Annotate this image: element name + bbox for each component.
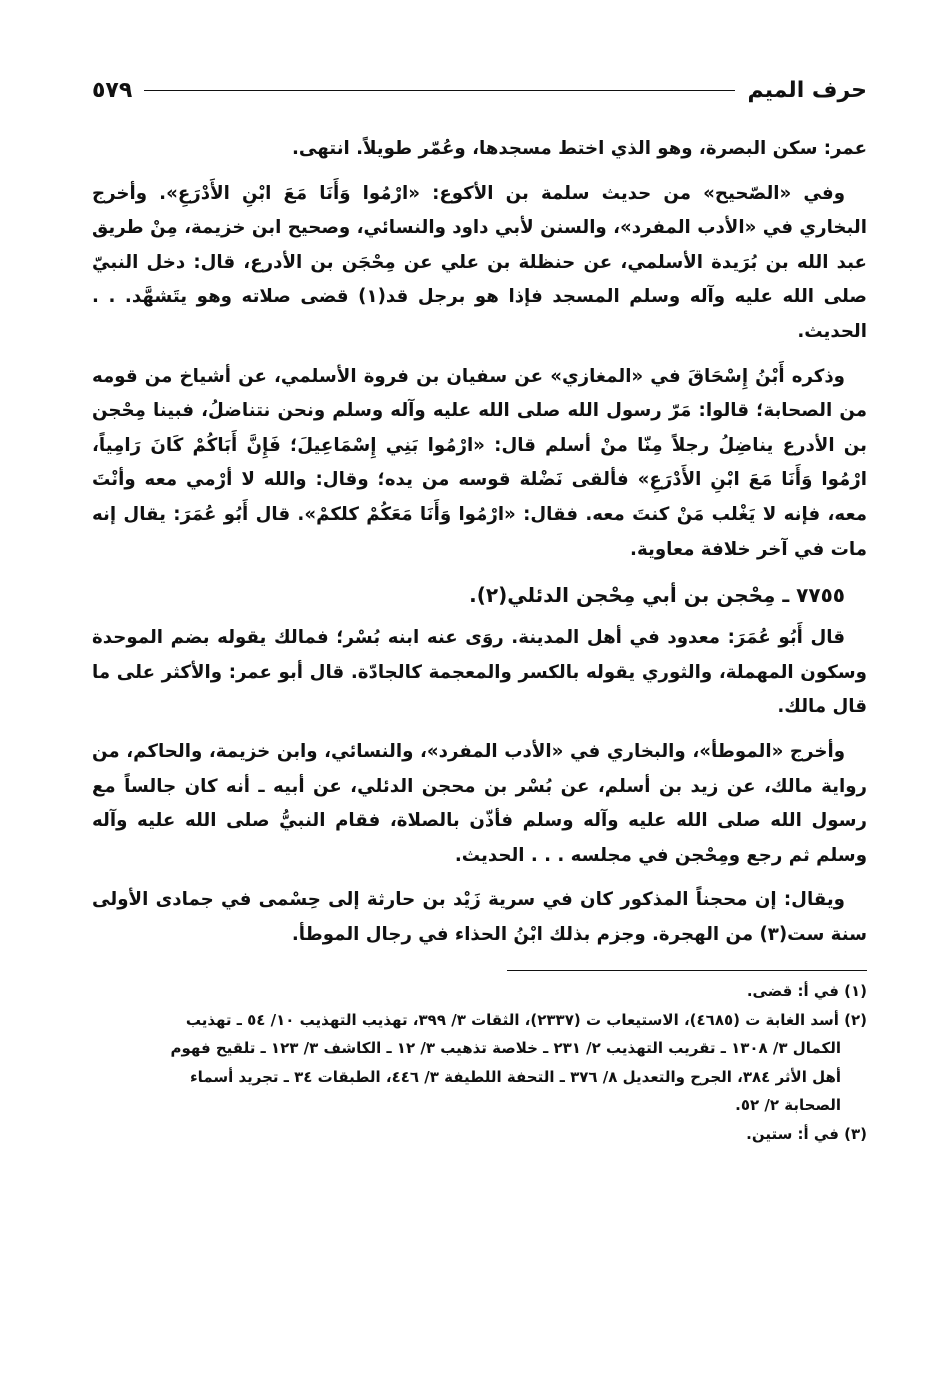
paragraph: وأخرج «الموطأ»، والبخاري في «الأدب المفرد»، والنسائي، وابن خزيمة، والحاكم، من رواية مالك، عن زيد بن أسلم، عن بُسْر بن محجن الدئلي، عن أبيه ـ أنه كان جالساً مع رسول الله صلى الله عليه وآله وسلم فأذّن بالصلاة، فقام النبيُّ صلى الله عليه وآله وسلم ثم رجع ومِحْجن في مجلسه . . . الحديث. — [92, 740, 867, 866]
paragraph: قال أَبُو عُمَرَ: معدود في أهل المدينة. روَى عنه ابنه بُسْر؛ فمالك يقوله بضم الموحدة وسكون المهملة، والثوري يقوله بالكسر والمعجمة كالجادّة. قال أبو عمر: والأكثر على ما قال مالك. — [92, 627, 867, 718]
footnote: (٢) أسد الغابة ت (٤٦٨٥)، الاستيعاب ت (٢٣٣٧)، الثقات ٣/ ٣٩٩، تهذيب التهذيب ١٠/ ٥٤ ـ تهذيب — [185, 1010, 867, 1029]
footnote-continuation: الكمال ٣/ ١٣٠٨ ـ تقريب التهذيب ٢/ ٢٣١ ـ خلاصة تذهيب ٣/ ١٢ ـ الكاشف ٣/ ١٢٣ ـ تلقيح فهوم — [170, 1039, 841, 1058]
footnote: (١) في أ: قضى. — [746, 982, 867, 1001]
footnotes — [92, 977, 867, 1148]
chapter-title: حرف الميم — [747, 77, 867, 103]
footnote-continuation: الصحابة ٢/ ٥٢. — [735, 1096, 841, 1115]
paragraph: عمر: سكن البصرة، وهو الذي اختط مسجدها، وعُمّر طويلاً. انتهى. — [291, 138, 867, 159]
paragraph: وذكره أَبْنُ إِسْحَاقَ في «المغازي» عن سفيان بن فروة الأسلمي، عن أشياخ من قومه من الصحابة؛ قالوا: مَرّ رسول الله صلى الله عليه وآله وسلم ونحن نتناضلُ، فبينا مِحْجن بن الأدرع يناضِلُ رجلاً مِنّا منْ أسلم قال: «ارْمُوا بَنِي إِسْمَاعِيلَ؛ فَإِنَّ أَبَاكُمْ كَانَ رَامِياً، ارْمُوا وَأَنَا مَعَ ابْنِ الأَدْرَعِ» فألقى نَضْلة قوسه من يده؛ وقال: والله لا أرْمي معه وأنْتَ معه، فإنه لا يَغْلب مَنْ كنتَ معه. فقال: «ارْمُوا وَأَنَا مَعَكُمْ كلكمْ». قال أَبُو عُمَرَ: يقال إنه مات في آخر خلافة معاوية. — [92, 365, 867, 560]
main-text — [92, 132, 867, 952]
page-header — [92, 70, 867, 110]
footnote-separator — [507, 970, 867, 971]
entry-heading: ٧٧٥٥ ـ مِحْجن بن أبي مِحْجن الدئلي(٢). — [469, 583, 845, 608]
footnote-continuation: أهل الأثر ٣٨٤، الجرح والتعديل ٨/ ٣٧٦ ـ التحفة اللطيفة ٣/ ٤٤٦، الطبقات ٣٤ ـ تجريد أسماء — [190, 1067, 841, 1086]
footnote: (٣) في أ: ستين. — [746, 1124, 867, 1143]
page-number: ٥٧٩ — [92, 77, 133, 103]
paragraph: ويقال: إن محجناً المذكور كان في سرية زَيْد بن حارثة إلى حِسْمى في جمادى الأولى سنة ست(٣) من الهجرة. وجزم بذلك ابْنُ الحذاء في رجال الموطأ. — [92, 889, 867, 945]
book-page — [92, 70, 867, 1360]
paragraph: وفي «الصّحيح» من حديث سلمة بن الأكوع: «ارْمُوا وَأَنَا مَعَ ابْنِ الأَدْرَعِ». وأخرج البخاري في «الأدب المفرد»، والسنن لأبي داود والنسائي، وصحيح ابن خزيمة، مِنْ طريق عبد الله بن بُرَيدة الأسلمي، عن حنظلة بن علي عن مِحْجَن بن الأدرع، قال: دخل النبيّ صلى الله عليه وآله وسلم المسجد فإذا هو برجل قد(١) قضى صلاته وهو يتَشهَّد. . . الحديث. — [92, 182, 867, 342]
header-rule — [144, 90, 735, 91]
